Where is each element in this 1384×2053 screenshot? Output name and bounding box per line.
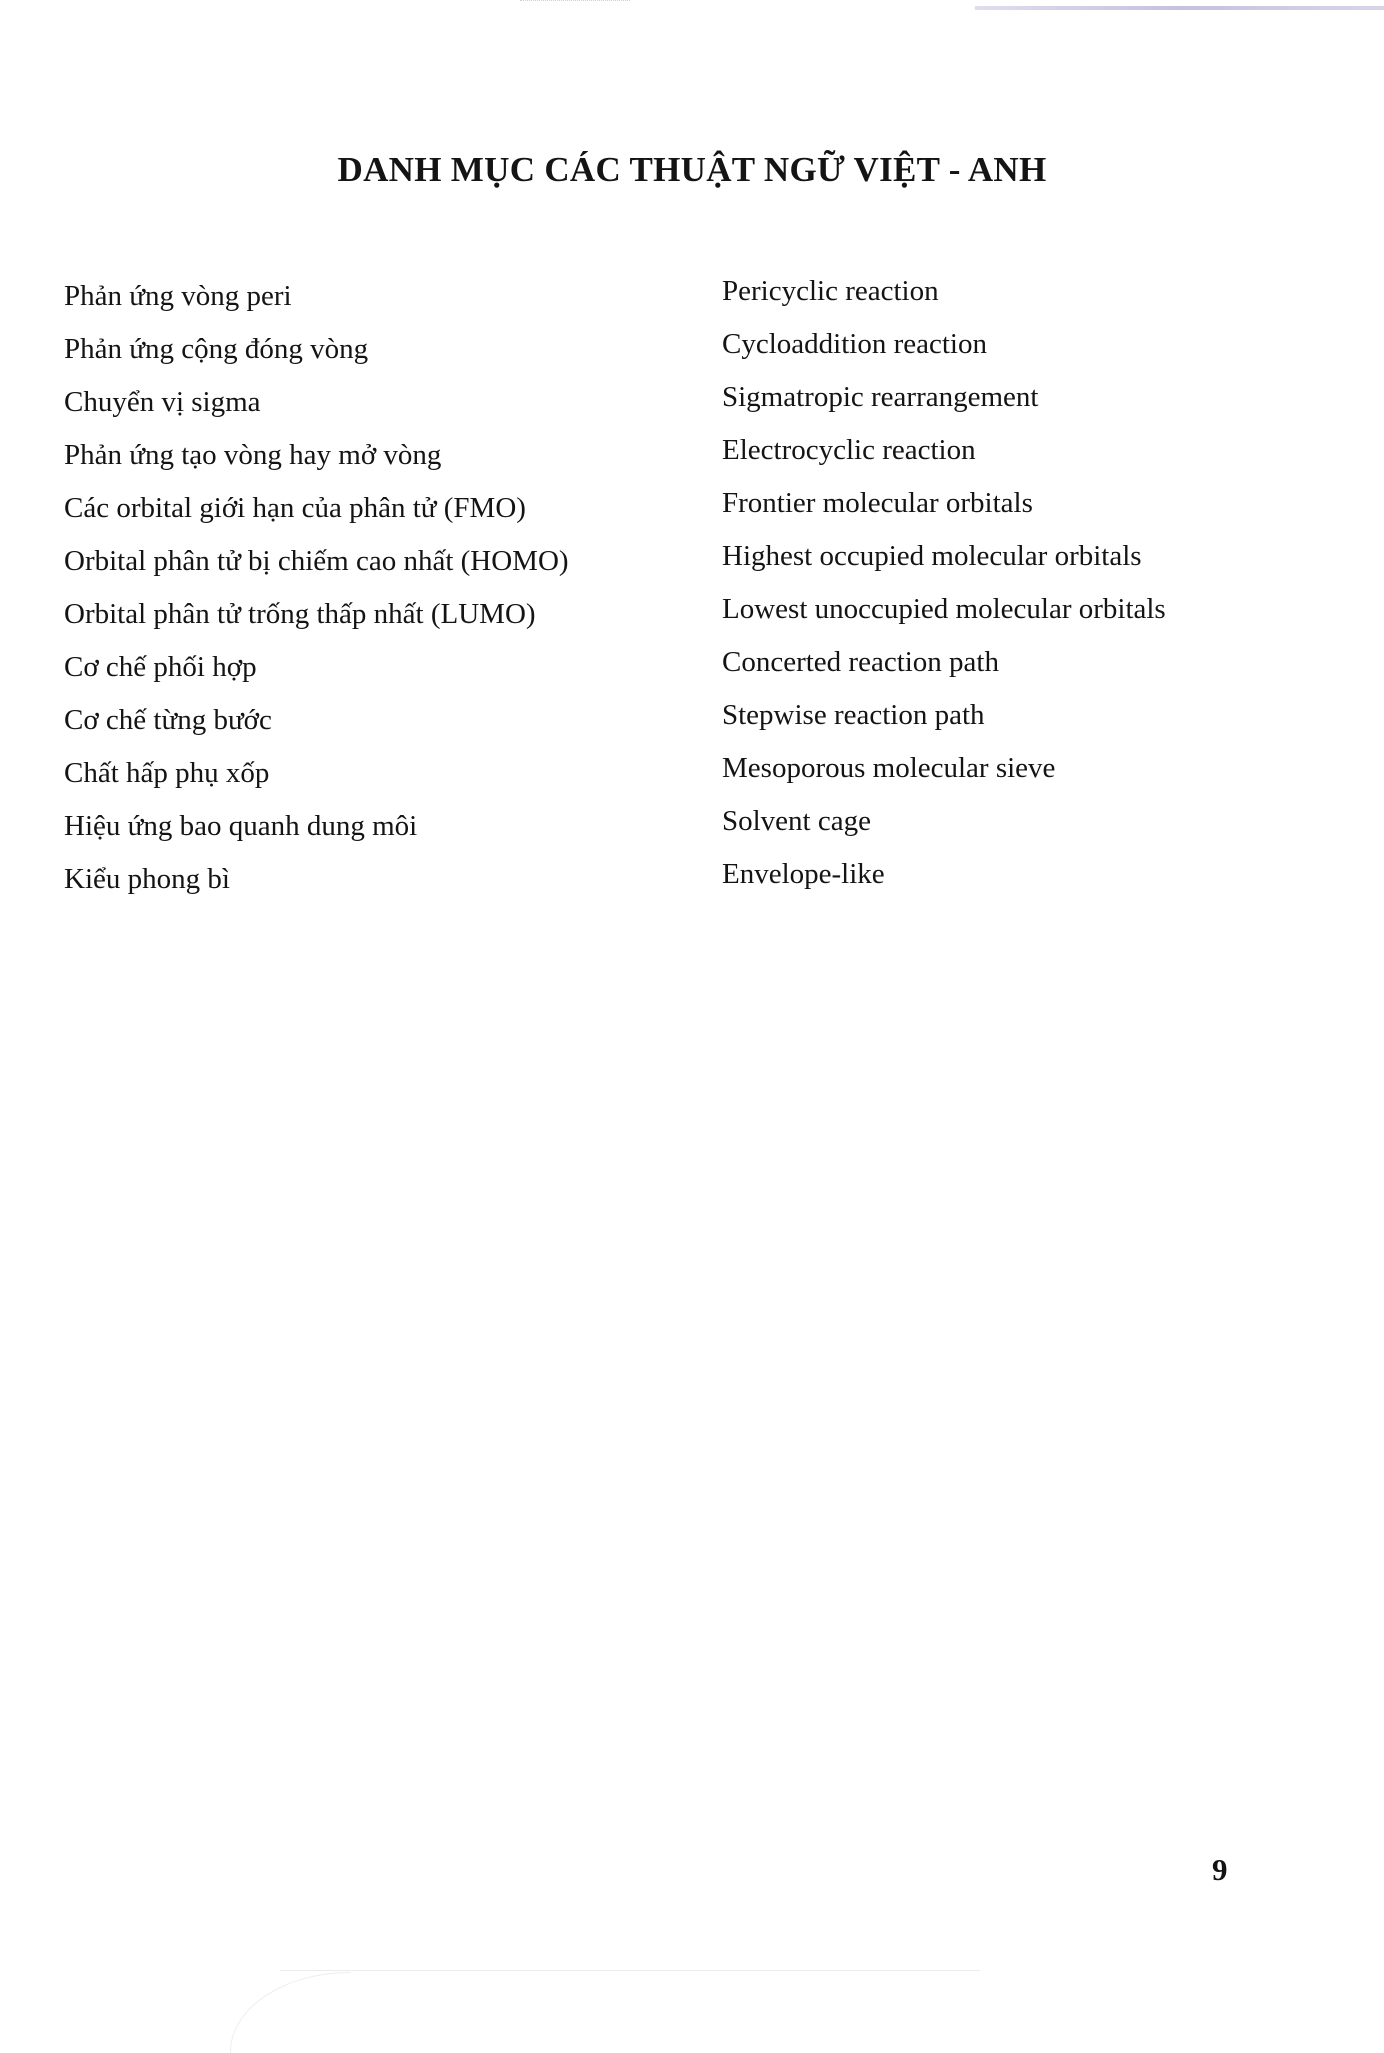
scan-mark-artifact (520, 0, 630, 9)
term-english: Highest occupied molecular orbitals (722, 540, 1142, 572)
glossary-row (64, 800, 1244, 853)
glossary-list (64, 270, 1244, 906)
term-vietnamese: Chuyển vị sigma (64, 386, 261, 418)
scan-line-artifact (280, 1970, 980, 1971)
term-vietnamese: Cơ chế từng bước (64, 704, 272, 736)
glossary-row (64, 747, 1244, 800)
glossary-row (64, 853, 1244, 906)
term-english: Solvent cage (722, 805, 871, 837)
term-english: Cycloaddition reaction (722, 328, 987, 360)
scan-curve-artifact (230, 1972, 351, 2053)
glossary-row (64, 641, 1244, 694)
glossary-row (64, 323, 1244, 376)
term-english: Envelope-like (722, 858, 885, 890)
term-vietnamese: Kiểu phong bì (64, 863, 230, 895)
page-number: 9 (1212, 1852, 1228, 1887)
glossary-row (64, 588, 1244, 641)
term-vietnamese: Hiệu ứng bao quanh dung môi (64, 810, 418, 842)
glossary-row (64, 429, 1244, 482)
term-english: Frontier molecular orbitals (722, 487, 1033, 519)
term-vietnamese: Orbital phân tử bị chiếm cao nhất (HOMO) (64, 545, 569, 577)
glossary-row (64, 482, 1244, 535)
page-title: DANH MỤC CÁC THUẬT NGỮ VIỆT - ANH (337, 150, 1047, 189)
term-english: Sigmatropic rearrangement (722, 381, 1039, 413)
term-english: Concerted reaction path (722, 646, 999, 678)
term-english: Pericyclic reaction (722, 275, 939, 307)
term-vietnamese: Phản ứng vòng peri (64, 280, 292, 312)
glossary-row (64, 694, 1244, 747)
term-vietnamese: Chất hấp phụ xốp (64, 757, 270, 789)
term-english: Mesoporous molecular sieve (722, 752, 1056, 784)
term-english: Electrocyclic reaction (722, 434, 976, 466)
term-vietnamese: Orbital phân tử trống thấp nhất (LUMO) (64, 598, 536, 630)
scan-edge-artifact (975, 6, 1384, 10)
term-english: Lowest unoccupied molecular orbitals (722, 593, 1166, 625)
glossary-row (64, 270, 1244, 323)
term-vietnamese: Các orbital giới hạn của phân tử (FMO) (64, 492, 526, 524)
term-vietnamese: Cơ chế phối hợp (64, 651, 257, 683)
glossary-row (64, 376, 1244, 429)
glossary-row (64, 535, 1244, 588)
term-vietnamese: Phản ứng cộng đóng vòng (64, 333, 369, 365)
term-english: Stepwise reaction path (722, 699, 985, 731)
term-vietnamese: Phản ứng tạo vòng hay mở vòng (64, 439, 442, 471)
